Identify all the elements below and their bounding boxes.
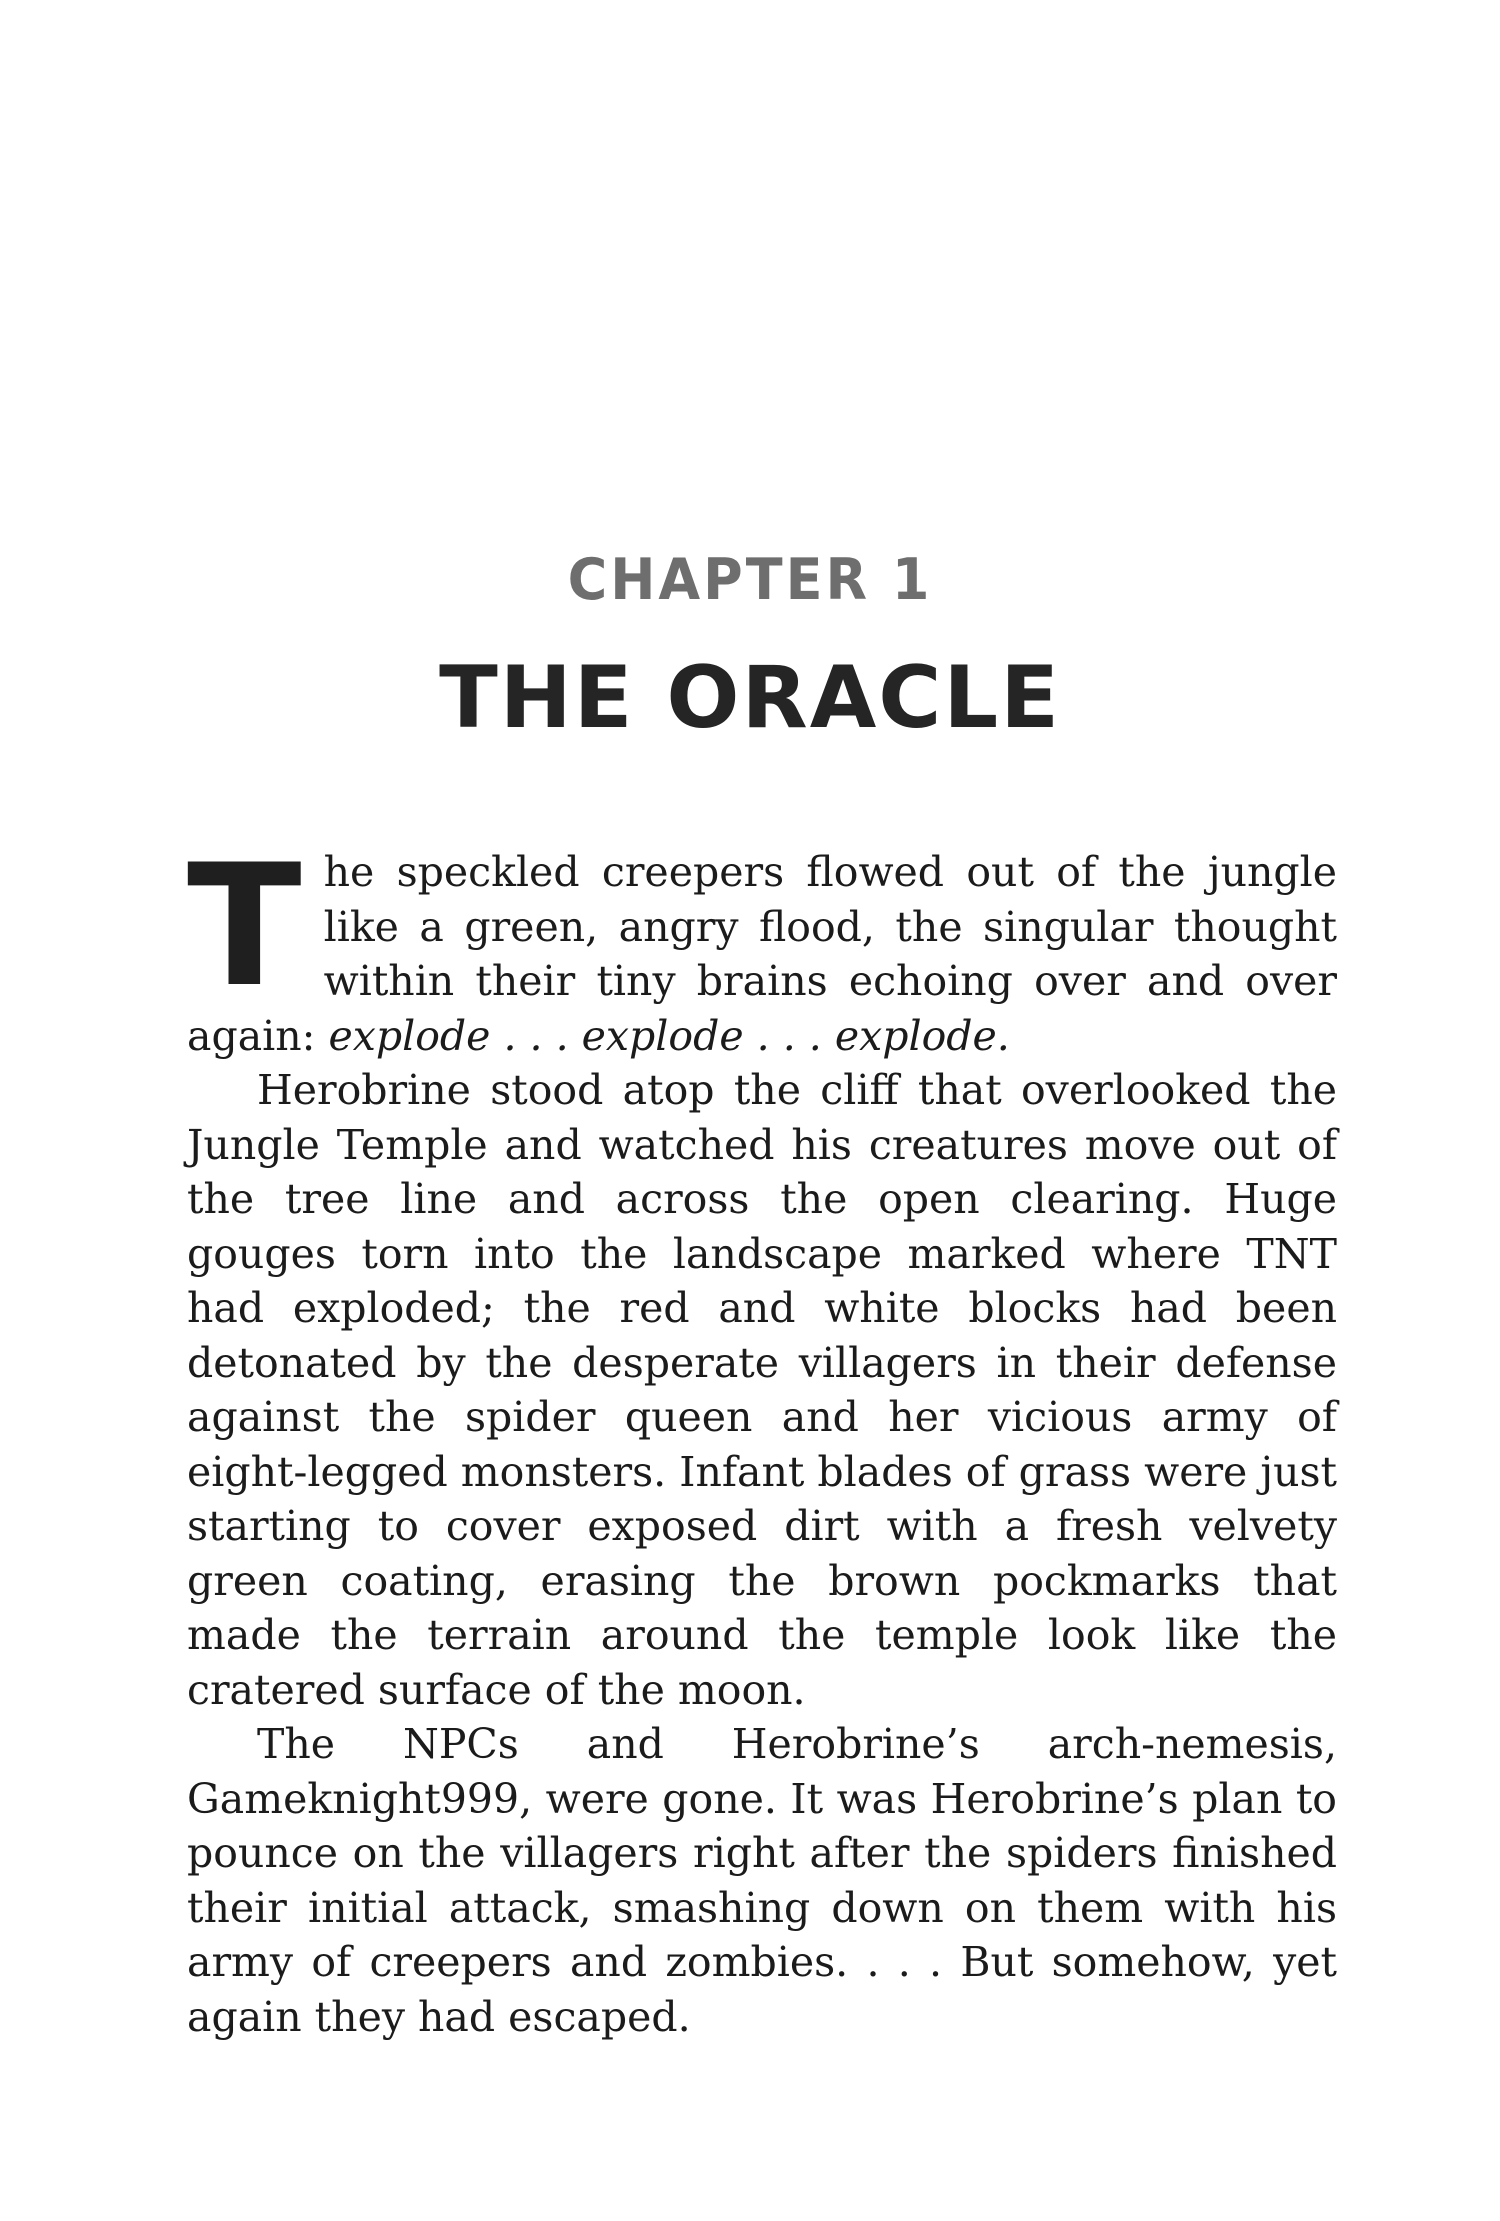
chapter-label: CHAPTER 1 — [567, 546, 933, 613]
paragraph-3: The NPCs and Herobrine’s arch-nemesis, Gameknight999, were gone. It was Herobrine’s plan to pounce on the villagers right after the spiders finished their initial attack, smashing down on them with his army of creepers and zombies. . . . But somehow, yet again they had escaped. — [187, 1720, 1337, 2041]
paragraph-1 — [187, 828, 1337, 1063]
paragraph-1-italic: explode . . . explode . . . explode. — [328, 1011, 1010, 1060]
paragraph-1-text: he speckled creepers flowed out of the jungle like a green, angry flood, the singular thought within their tiny brains echoing over and over again: — [187, 848, 1337, 1060]
chapter-title: THE ORACLE — [439, 648, 1061, 748]
chapter-body — [187, 828, 1337, 2044]
paragraph-2: Herobrine stood atop the cliff that overlooked the Jungle Temple and watched his creatures move out of the tree line and across the open clearing. Huge gouges torn into the landscape marked where TNT had exploded; the red and white blocks had been detonated by the desperate villagers in their defense against the spider queen and her vicious army of eight-legged monsters. Infant blades of grass were just starting to cover exposed dirt with a fresh velvety green coating, erasing the brown pockmarks that made the terrain around the temple look like the cratered surface of the moon. — [187, 1066, 1337, 1714]
drop-cap: T — [187, 828, 302, 1024]
